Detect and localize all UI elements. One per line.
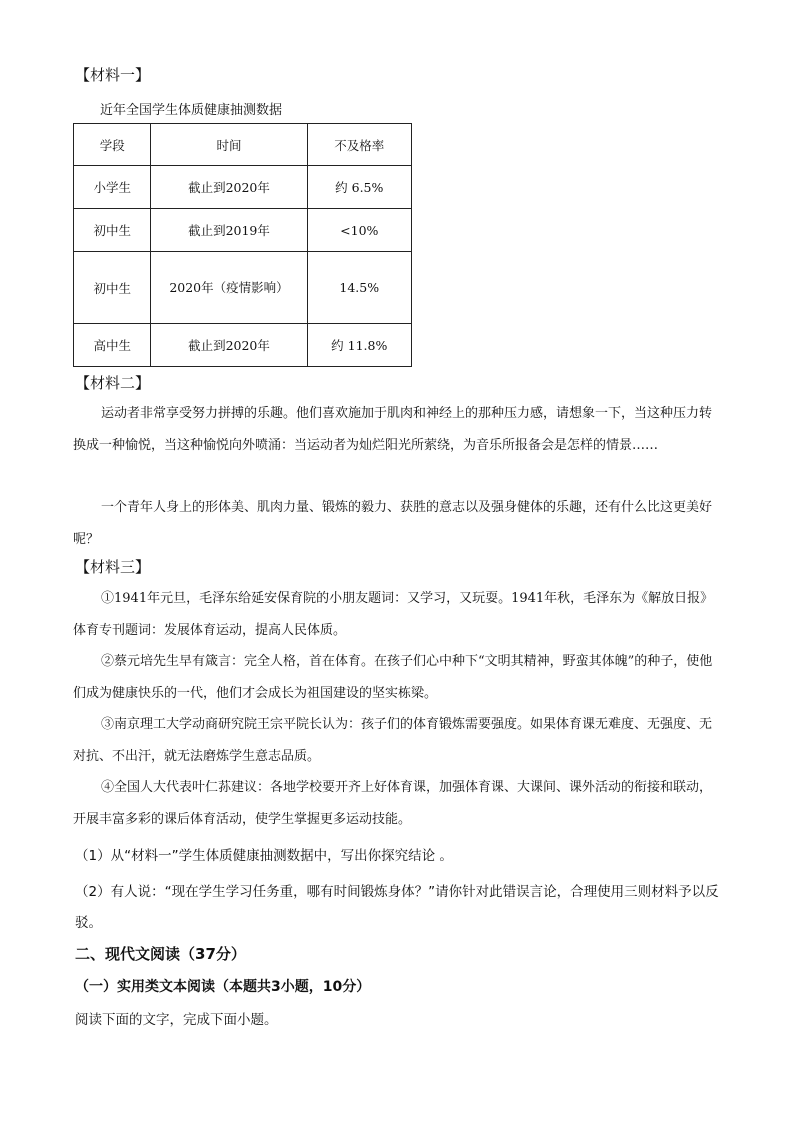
table-header-row (74, 124, 412, 166)
table-cell: 截止到2020年 (151, 324, 307, 367)
table-caption: 近年全国学生体质健康抽测数据 (100, 103, 283, 118)
header-cell: 时间 (151, 124, 307, 166)
material2-paragraph-2 (73, 492, 723, 556)
table-cell: 截止到2020年 (151, 166, 307, 209)
table-row (74, 252, 412, 324)
material2-heading: 【材料二】 (75, 374, 151, 392)
paragraph-text: ①1941年元旦，毛泽东给延安保育院的小朋友题词：又学习，又玩耍。1941年秋，毛泽东为《解放日报》体育专刊题词：发展体育运动，提高人民体质。 (73, 591, 714, 638)
paragraph-text: 一个青年人身上的形体美、肌肉力量、锻炼的毅力、获胜的意志以及强身健体的乐趣，还有什么比这更美好呢？ (73, 500, 713, 547)
material3-paragraph-3 (73, 709, 723, 773)
paragraph-text: 运动者非常享受努力拼搏的乐趣。他们喜欢施加于肌肉和神经上的那种压力感，请想象一下，当这种压力转换成一种愉悦，当这种愉悦向外喷涌：当运动者为灿烂阳光所萦绕，为音乐所报备会是怎样的情景…… (73, 406, 713, 453)
header-cell: 学段 (74, 124, 151, 166)
fitness-data-table (73, 123, 412, 367)
paragraph-text: ②蔡元培先生早有箴言：完全人格，首在体育。在孩子们心中种下“文明其精神，野蛮其体魄”的种子，使他们成为健康快乐的一代，他们才会成长为祖国建设的坚实栋梁。 (73, 654, 713, 701)
table-cell: 初中生 (74, 209, 151, 252)
question-2: （2）有人说：“现在学生学习任务重，哪有时间锻炼身体？”请你针对此错误言论，合理使用三则材料予以反驳。 (75, 884, 719, 931)
paragraph-text: ③南京理工大学动商研究院王宗平院长认为：孩子们的体育锻炼需要强度。如果体育课无难度、无强度、无对抗、不出汗，就无法磨炼学生意志品质。 (73, 717, 713, 764)
material3-heading: 【材料三】 (75, 558, 151, 576)
table-cell: 约 6.5% (307, 166, 411, 209)
table-cell: 初中生 (74, 252, 151, 324)
table-cell: 截止到2019年 (151, 209, 307, 252)
table-cell: 14.5% (307, 252, 411, 324)
material3-paragraph-1 (73, 583, 723, 647)
header-cell: 不及格率 (307, 124, 411, 166)
instruction-text: 阅读下面的文字，完成下面小题。 (75, 1012, 278, 1028)
table-cell: 2020年（疫情影响） (151, 252, 307, 324)
question-1: （1）从“材料一”学生体质健康抽测数据中，写出你探究结论 。 (75, 848, 453, 864)
table-cell: 高中生 (74, 324, 151, 367)
material3-paragraph-2 (73, 646, 723, 710)
material2-paragraph-1 (73, 398, 723, 462)
material1-heading: 【材料一】 (75, 66, 151, 84)
section-subtitle: （一）实用类文本阅读（本题共3小题，10分） (75, 979, 371, 995)
table-row (74, 166, 412, 209)
table-cell: 小学生 (74, 166, 151, 209)
table-cell: <10% (307, 209, 411, 252)
table-row (74, 324, 412, 367)
table-row (74, 209, 412, 252)
paragraph-text: ④全国人大代表叶仁荪建议：各地学校要开齐上好体育课，加强体育课、大课间、课外活动的衔接和联动，开展丰富多彩的课后体育活动，使学生掌握更多运动技能。 (73, 780, 713, 827)
table-cell: 约 11.8% (307, 324, 411, 367)
section-title: 二、现代文阅读（37分） (75, 945, 246, 963)
material3-paragraph-4 (73, 772, 723, 836)
